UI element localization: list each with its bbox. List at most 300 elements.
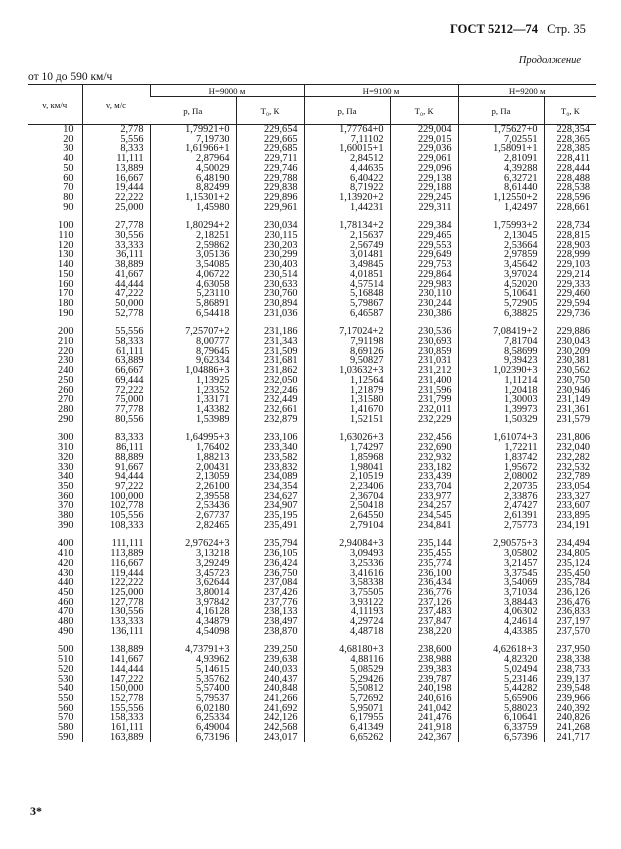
table-cell: 530 — [58, 673, 74, 685]
table-cell: 228,354 — [544, 125, 596, 135]
table-cell: 125,000 — [82, 588, 150, 598]
table-cell: 3,58338 — [304, 578, 390, 588]
table-cell: 229,460 — [544, 289, 596, 299]
table-cell: 9,62334 — [150, 356, 236, 366]
table-cell: 370 — [58, 500, 74, 512]
table-cell: 232,789 — [544, 472, 596, 482]
table-cell: 237,126 — [390, 598, 458, 608]
table-cell: 38,889 — [82, 260, 150, 270]
table-cell: 6,10641 — [458, 713, 544, 723]
table-cell: 320 — [58, 451, 74, 463]
table-cell: 1,75993+2 — [458, 221, 544, 231]
table-cell: 229,649 — [390, 250, 458, 260]
table-cell: 234,545 — [390, 511, 458, 521]
table-cell: 5,65906 — [458, 694, 544, 704]
page-number: Стр. 35 — [547, 22, 586, 36]
table-cell: 235,455 — [390, 549, 458, 559]
table-cell: 1,72211 — [458, 443, 544, 453]
table-cell: 237,483 — [390, 607, 458, 617]
table-cell: 2,39558 — [150, 492, 236, 502]
table-cell: 238,733 — [544, 665, 596, 675]
table-cell: 7,91198 — [304, 337, 390, 347]
table-cell: 3,54085 — [150, 260, 236, 270]
table-cell: 350 — [58, 480, 74, 492]
table-cell: 238,220 — [390, 627, 458, 637]
table-cell: 239,137 — [544, 675, 596, 685]
table-cell: 1,45980 — [150, 203, 236, 213]
table-cell: 1,21879 — [304, 386, 390, 396]
table-cell: 340 — [58, 471, 74, 483]
table-cell: 9,39423 — [458, 356, 544, 366]
table-cell: 161,111 — [82, 723, 150, 733]
table-cell: 2,56749 — [304, 241, 390, 251]
table-cell: 241,717 — [544, 733, 596, 743]
table-cell: 5,79867 — [304, 299, 390, 309]
table-cell: 152,778 — [82, 694, 150, 704]
table-cell: 232,040 — [544, 443, 596, 453]
table-cell: 231,579 — [544, 415, 596, 425]
spacer-cell — [28, 530, 82, 539]
table-cell: 4,57514 — [304, 280, 390, 290]
table-cell: 4,48718 — [304, 627, 390, 637]
table-cell: 2,53664 — [458, 241, 544, 251]
table-cell: 2,84512 — [304, 154, 390, 164]
table-cell: 3,62644 — [150, 578, 236, 588]
table-cell: 5,86891 — [150, 299, 236, 309]
table-cell: 237,426 — [236, 588, 304, 598]
col-group-h9000: H=9000 м — [150, 85, 304, 97]
table-cell: 180 — [58, 297, 74, 309]
table-cell: 58,333 — [82, 337, 150, 347]
table-cell: 72,222 — [82, 386, 150, 396]
table-cell: 231,509 — [236, 347, 304, 357]
table-cell: 2,13045 — [458, 231, 544, 241]
table-cell: 1,13925 — [150, 376, 236, 386]
table-cell: 229,864 — [390, 270, 458, 280]
table-cell: 590 — [58, 731, 74, 743]
table-cell: 2,87964 — [150, 154, 236, 164]
table-cell: 229,983 — [390, 280, 458, 290]
table-cell: 155,556 — [82, 704, 150, 714]
table-cell: 380 — [58, 510, 74, 522]
table-cell: 2,00431 — [150, 463, 236, 473]
table-cell: 2,81091 — [458, 154, 544, 164]
table-cell: 229,711 — [236, 154, 304, 164]
spacer-cell — [28, 636, 82, 645]
table-cell: 4,52020 — [458, 280, 544, 290]
table-cell: 228,903 — [544, 241, 596, 251]
table-cell: 2,36704 — [304, 492, 390, 502]
table-cell: 41,667 — [82, 270, 150, 280]
table-cell: 5,57400 — [150, 684, 236, 694]
table-cell: 241,042 — [390, 704, 458, 714]
table-cell: 1,79921+0 — [150, 125, 236, 135]
table-cell: 420 — [58, 557, 74, 569]
table-cell: 400 — [58, 538, 74, 550]
table-cell: 158,333 — [82, 713, 150, 723]
table-cell: 33,333 — [82, 241, 150, 251]
table-cell: 7,02551 — [458, 135, 544, 145]
table-cell: 147,222 — [82, 675, 150, 685]
table-cell: 229,685 — [236, 144, 304, 154]
table-cell: 230,203 — [236, 241, 304, 251]
table-cell: 1,03632+3 — [304, 366, 390, 376]
table-cell: 234,191 — [544, 521, 596, 531]
table-cell: 1,50329 — [458, 415, 544, 425]
table-cell: 127,778 — [82, 598, 150, 608]
table-cell: 5,08529 — [304, 665, 390, 675]
table-cell: 234,805 — [544, 549, 596, 559]
table-cell: 119,444 — [82, 569, 150, 579]
table-cell: 5,23146 — [458, 675, 544, 685]
table-cell: 2,10519 — [304, 472, 390, 482]
table-cell: 5,29426 — [304, 675, 390, 685]
table-cell: 231,186 — [236, 327, 304, 337]
table-cell: 230,034 — [236, 221, 304, 231]
table-cell: 237,950 — [544, 645, 596, 655]
table-cell: 4,43385 — [458, 627, 544, 637]
table-cell: 2,53436 — [150, 501, 236, 511]
table-cell: 240,437 — [236, 675, 304, 685]
table-cell: 540 — [58, 683, 74, 695]
table-cell: 1,42497 — [458, 203, 544, 213]
table-cell: 5,556 — [82, 135, 150, 145]
col-group-h9100: H=9100 м — [304, 85, 458, 97]
table-cell: 233,327 — [544, 492, 596, 502]
table-cell: 5,79537 — [150, 694, 236, 704]
table-cell: 4,24614 — [458, 617, 544, 627]
table-cell: 6,33759 — [458, 723, 544, 733]
table-cell: 2,97624+3 — [150, 539, 236, 549]
table-cell: 4,16128 — [150, 607, 236, 617]
table-cell: 242,568 — [236, 723, 304, 733]
table-cell: 237,776 — [236, 598, 304, 608]
page-header — [450, 22, 586, 37]
table-cell: 5,14615 — [150, 665, 236, 675]
table-cell: 1,98041 — [304, 463, 390, 473]
table-cell: 232,011 — [390, 405, 458, 415]
table-cell: 1,63026+3 — [304, 433, 390, 443]
table-cell: 5,44282 — [458, 684, 544, 694]
table-cell: 140 — [58, 259, 74, 271]
atmosphere-table — [28, 84, 596, 742]
table-cell: 4,39288 — [458, 164, 544, 174]
table-cell: 241,266 — [236, 694, 304, 704]
table-cell: 100 — [58, 220, 74, 232]
table-cell: 4,82320 — [458, 655, 544, 665]
table-cell: 8,82499 — [150, 183, 236, 193]
table-cell: 233,895 — [544, 511, 596, 521]
table-cell: 241,268 — [544, 723, 596, 733]
table-cell: 7,17024+2 — [304, 327, 390, 337]
table-cell: 1,78134+2 — [304, 221, 390, 231]
table-cell: 231,031 — [390, 356, 458, 366]
table-cell: 1,11214 — [458, 376, 544, 386]
table-cell: 7,19730 — [150, 135, 236, 145]
table-cell: 2,26100 — [150, 482, 236, 492]
table-cell: 3,13218 — [150, 549, 236, 559]
table-cell: 231,681 — [236, 356, 304, 366]
table-cell: 238,600 — [390, 645, 458, 655]
table-cell: 239,638 — [236, 655, 304, 665]
table-cell: 6,17955 — [304, 713, 390, 723]
table-cell: 3,45642 — [458, 260, 544, 270]
table-cell: 110 — [58, 230, 74, 242]
table-cell: 6,73196 — [150, 733, 236, 743]
table-cell: 3,54069 — [458, 578, 544, 588]
table-cell: 238,870 — [236, 627, 304, 637]
table-cell: 233,582 — [236, 453, 304, 463]
table-cell: 2,82465 — [150, 521, 236, 531]
table-cell: 1,20418 — [458, 386, 544, 396]
table-cell: 7,11102 — [304, 135, 390, 145]
table-cell: 2,23406 — [304, 482, 390, 492]
table-cell: 1,15301+2 — [150, 193, 236, 203]
table-cell: 230,693 — [390, 337, 458, 347]
table-cell: 50,000 — [82, 299, 150, 309]
table-cell: 6,25334 — [150, 713, 236, 723]
table-cell: 560 — [58, 702, 74, 714]
table-row — [28, 309, 596, 319]
table-cell: 1,75627+0 — [458, 125, 544, 135]
table-cell: 66,667 — [82, 366, 150, 376]
table-cell: 239,250 — [236, 645, 304, 655]
table-cell: 144,444 — [82, 665, 150, 675]
table-cell: 1,33171 — [150, 395, 236, 405]
table-cell: 239,966 — [544, 694, 596, 704]
table-cell: 229,004 — [390, 125, 458, 135]
table-cell: 70 — [63, 182, 74, 194]
table-cell: 234,494 — [544, 539, 596, 549]
table-cell: 229,188 — [390, 183, 458, 193]
table-cell: 2,64550 — [304, 511, 390, 521]
col-header-pressure: p, Па — [458, 97, 544, 125]
table-cell: 236,424 — [236, 559, 304, 569]
table-cell: 232,932 — [390, 453, 458, 463]
table-cell: 232,661 — [236, 405, 304, 415]
table-cell: 1,39973 — [458, 405, 544, 415]
table-cell: 8,58699 — [458, 347, 544, 357]
table-cell: 310 — [58, 442, 74, 454]
table-cell: 232,456 — [390, 433, 458, 443]
table-cell: 232,532 — [544, 463, 596, 473]
table-cell: 236,750 — [236, 569, 304, 579]
table-cell: 228,538 — [544, 183, 596, 193]
table-cell: 6,54418 — [150, 309, 236, 319]
table-cell: 235,195 — [236, 511, 304, 521]
table-cell: 235,491 — [236, 521, 304, 531]
table-cell: 90 — [63, 201, 74, 213]
table-cell: 1,13920+2 — [304, 193, 390, 203]
table-cell: 2,13059 — [150, 472, 236, 482]
table-cell: 13,889 — [82, 164, 150, 174]
table-row — [28, 627, 596, 637]
table-cell: 360 — [58, 490, 74, 502]
table-cell: 233,832 — [236, 463, 304, 473]
table-cell: 430 — [58, 567, 74, 579]
table-cell: 116,667 — [82, 559, 150, 569]
table-cell: 130,556 — [82, 607, 150, 617]
table-cell: 122,222 — [82, 578, 150, 588]
table-cell: 236,476 — [544, 598, 596, 608]
table-cell: 1,64995+3 — [150, 433, 236, 443]
table-cell: 239,548 — [544, 684, 596, 694]
table-cell: 5,10641 — [458, 289, 544, 299]
table-cell: 105,556 — [82, 511, 150, 521]
table-cell: 233,704 — [390, 482, 458, 492]
table-cell: 40 — [63, 153, 74, 165]
table-cell: 230,633 — [236, 280, 304, 290]
table-cell: 3,25336 — [304, 559, 390, 569]
table-cell: 229,788 — [236, 174, 304, 184]
table-cell: 230,750 — [544, 376, 596, 386]
table-cell: 280 — [58, 403, 74, 415]
table-cell: 30,556 — [82, 231, 150, 241]
table-cell: 234,257 — [390, 501, 458, 511]
table-cell: 2,61391 — [458, 511, 544, 521]
table-cell: 1,61074+3 — [458, 433, 544, 443]
col-header-v-kmh: v, км/ч — [28, 85, 82, 125]
table-cell: 6,65262 — [304, 733, 390, 743]
table-cell: 229,465 — [390, 231, 458, 241]
table-cell: 290 — [58, 413, 74, 425]
table-cell: 220 — [58, 345, 74, 357]
table-cell: 102,778 — [82, 501, 150, 511]
table-cell: 130 — [58, 249, 74, 261]
table-cell: 2,18251 — [150, 231, 236, 241]
table-cell: 7,25707+2 — [150, 327, 236, 337]
table-cell: 231,400 — [390, 376, 458, 386]
table-cell: 229,015 — [390, 135, 458, 145]
table-cell: 228,596 — [544, 193, 596, 203]
table-cell: 470 — [58, 606, 74, 618]
table-cell: 6,48190 — [150, 174, 236, 184]
table-cell: 2,59862 — [150, 241, 236, 251]
table-cell: 113,889 — [82, 549, 150, 559]
table-cell: 230,386 — [390, 309, 458, 319]
table-cell: 1,23352 — [150, 386, 236, 396]
table-cell: 238,988 — [390, 655, 458, 665]
table-cell: 229,333 — [544, 280, 596, 290]
table-cell: 94,444 — [82, 472, 150, 482]
table-cell: 1,85968 — [304, 453, 390, 463]
table-cell: 8,00777 — [150, 337, 236, 347]
table-cell: 163,889 — [82, 733, 150, 743]
table-cell: 77,778 — [82, 405, 150, 415]
table-row — [28, 203, 596, 213]
table-cell: 2,90575+3 — [458, 539, 544, 549]
table-cell: 231,596 — [390, 386, 458, 396]
table-row — [28, 733, 596, 743]
table-cell: 229,214 — [544, 270, 596, 280]
table-cell: 3,09493 — [304, 549, 390, 559]
table-cell: 160 — [58, 278, 74, 290]
table-cell: 233,607 — [544, 501, 596, 511]
table-cell: 238,338 — [544, 655, 596, 665]
table-cell: 232,879 — [236, 415, 304, 425]
table-cell: 136,111 — [82, 627, 150, 637]
table-cell: 239,787 — [390, 675, 458, 685]
table-cell: 231,036 — [236, 309, 304, 319]
table-cell: 240,826 — [544, 713, 596, 723]
table-cell: 242,126 — [236, 713, 304, 723]
table-cell: 2,67737 — [150, 511, 236, 521]
table-row — [28, 415, 596, 425]
table-cell: 6,57396 — [458, 733, 544, 743]
table-cell: 229,245 — [390, 193, 458, 203]
table-cell: 410 — [58, 548, 74, 560]
table-cell: 1,02390+3 — [458, 366, 544, 376]
table-cell: 229,138 — [390, 174, 458, 184]
table-cell: 270 — [58, 394, 74, 406]
table-cell: 6,02180 — [150, 704, 236, 714]
table-cell: 6,46587 — [304, 309, 390, 319]
table-cell: 100,000 — [82, 492, 150, 502]
table-cell: 330 — [58, 461, 74, 473]
table-cell: 1,41670 — [304, 405, 390, 415]
table-cell: 260 — [58, 384, 74, 396]
table-cell: 230,110 — [390, 289, 458, 299]
table-cell: 5,95071 — [304, 704, 390, 714]
table-cell: 580 — [58, 722, 74, 734]
table-cell: 480 — [58, 616, 74, 628]
table-cell: 240 — [58, 365, 74, 377]
table-cell: 1,44231 — [304, 203, 390, 213]
spacer-cell — [28, 424, 82, 433]
table-cell: 230,209 — [544, 347, 596, 357]
table-cell: 3,80014 — [150, 588, 236, 598]
table-cell: 229,736 — [544, 309, 596, 319]
table-cell: 243,017 — [236, 733, 304, 743]
table-cell: 250 — [58, 374, 74, 386]
table-cell: 510 — [58, 654, 74, 666]
table-cell: 2,97859 — [458, 250, 544, 260]
table-cell: 235,794 — [236, 539, 304, 549]
table-cell: 2,47427 — [458, 501, 544, 511]
table-cell: 230,514 — [236, 270, 304, 280]
table-cell: 25,000 — [82, 203, 150, 213]
table-cell: 233,054 — [544, 482, 596, 492]
table-cell: 44,444 — [82, 280, 150, 290]
table-cell: 2,94084+3 — [304, 539, 390, 549]
table-cell: 1,53989 — [150, 415, 236, 425]
table-cell: 4,29724 — [304, 617, 390, 627]
table-cell: 20 — [63, 133, 74, 145]
spacer-cell — [28, 318, 82, 327]
table-cell: 235,784 — [544, 578, 596, 588]
table-cell: 91,667 — [82, 463, 150, 473]
table-cell: 241,918 — [390, 723, 458, 733]
table-cell: 229,886 — [544, 327, 596, 337]
table-cell: 2,08002 — [458, 472, 544, 482]
table-cell: 16,667 — [82, 174, 150, 184]
table-cell: 3,05802 — [458, 549, 544, 559]
table-cell: 228,488 — [544, 174, 596, 184]
table-cell: 242,367 — [390, 733, 458, 743]
table-cell: 69,444 — [82, 376, 150, 386]
table-cell: 4,62618+3 — [458, 645, 544, 655]
table-cell: 1,12564 — [304, 376, 390, 386]
table-cell: 3,01481 — [304, 250, 390, 260]
table-cell: 228,444 — [544, 164, 596, 174]
table-cell: 232,690 — [390, 443, 458, 453]
col-group-h9200: H=9200 м — [458, 85, 596, 97]
table-cell: 4,54098 — [150, 627, 236, 637]
table-cell: 4,93962 — [150, 655, 236, 665]
table-cell: 7,81704 — [458, 337, 544, 347]
table-cell: 8,61440 — [458, 183, 544, 193]
table-cell: 550 — [58, 692, 74, 704]
